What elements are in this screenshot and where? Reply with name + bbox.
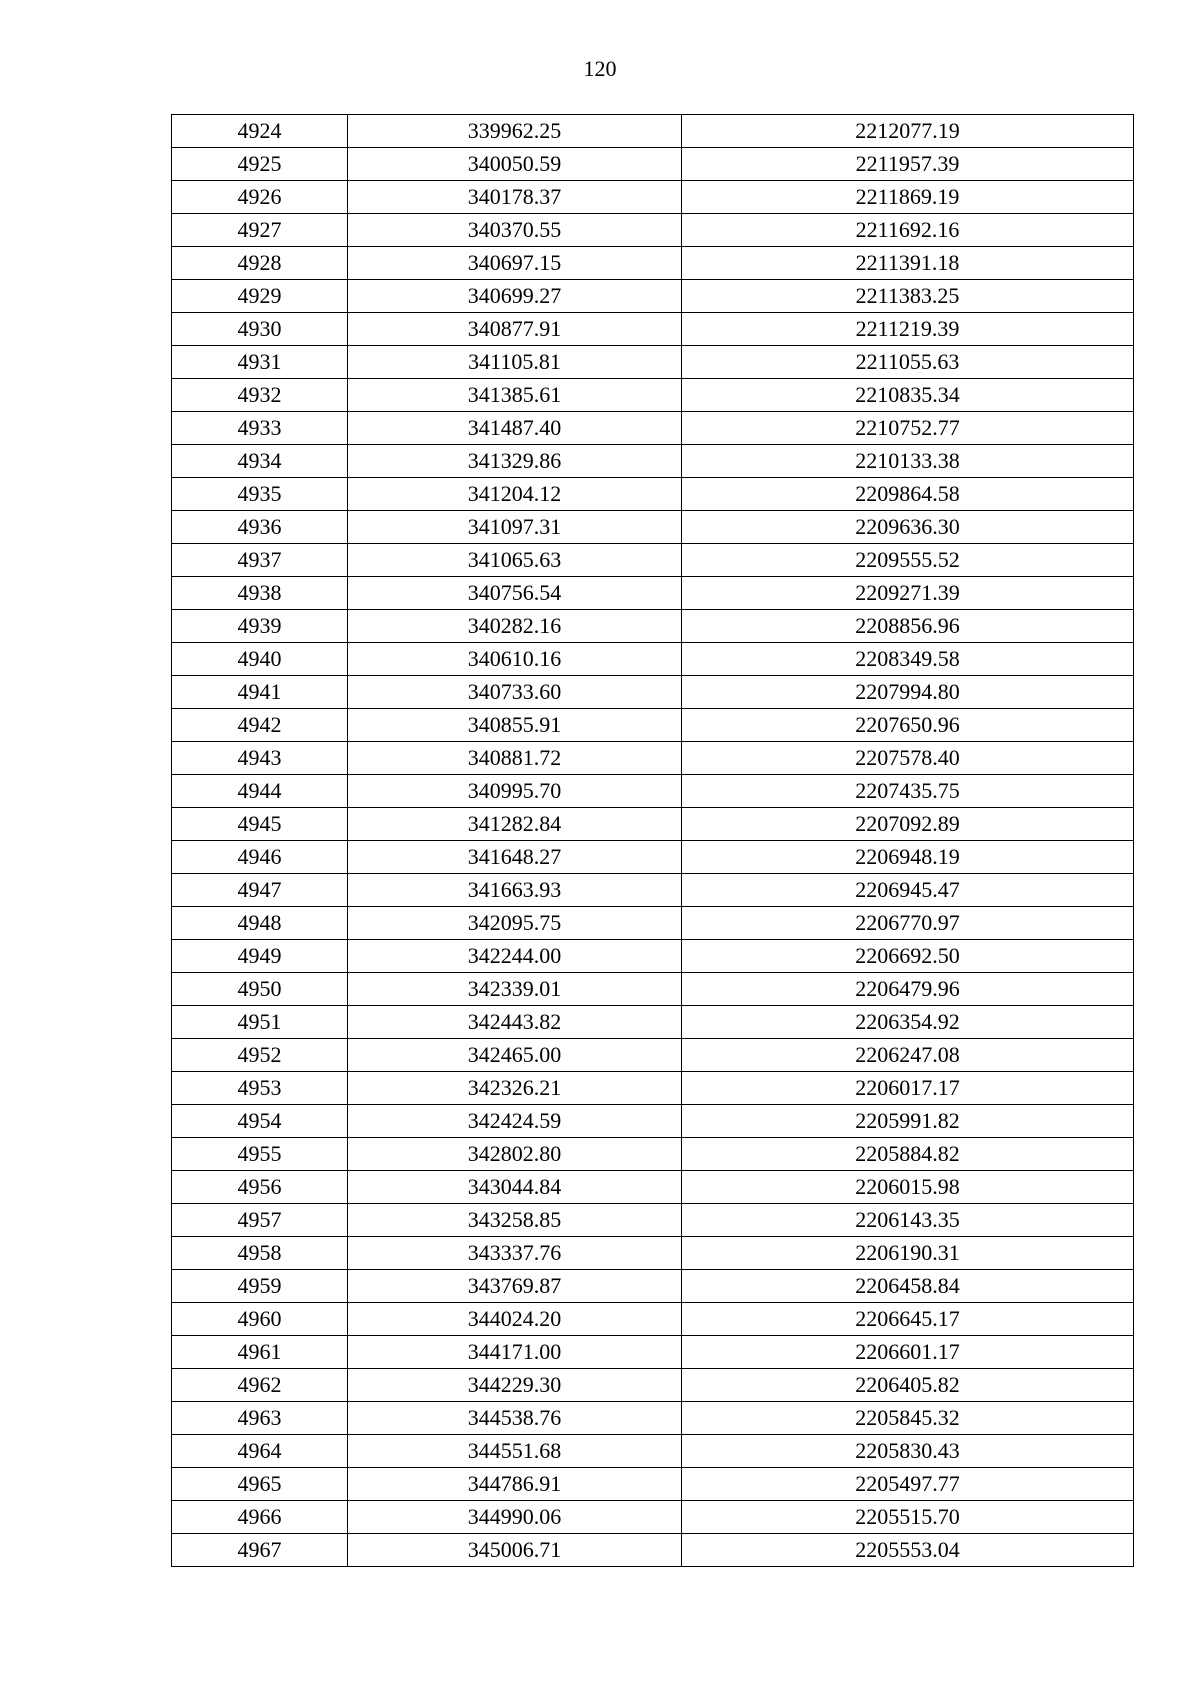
- y-coordinate-cell: 2205991.82: [682, 1105, 1134, 1138]
- x-coordinate-cell: 340178.37: [348, 181, 682, 214]
- table-row: [172, 181, 1134, 214]
- point-number-cell: 4961: [172, 1336, 348, 1369]
- table-row: [172, 775, 1134, 808]
- x-coordinate-cell: 343044.84: [348, 1171, 682, 1204]
- y-coordinate-cell: 2210835.34: [682, 379, 1134, 412]
- coordinates-table-body: [172, 115, 1134, 1567]
- table-row: [172, 709, 1134, 742]
- table-row: [172, 544, 1134, 577]
- y-coordinate-cell: 2211692.16: [682, 214, 1134, 247]
- point-number-cell: 4945: [172, 808, 348, 841]
- table-row: [172, 610, 1134, 643]
- x-coordinate-cell: 341204.12: [348, 478, 682, 511]
- table-row: [172, 1237, 1134, 1270]
- x-coordinate-cell: 342443.82: [348, 1006, 682, 1039]
- page-number: 120: [583, 56, 617, 81]
- x-coordinate-cell: 343769.87: [348, 1270, 682, 1303]
- y-coordinate-cell: 2205884.82: [682, 1138, 1134, 1171]
- y-coordinate-cell: 2211391.18: [682, 247, 1134, 280]
- y-coordinate-cell: 2206770.97: [682, 907, 1134, 940]
- point-number-cell: 4946: [172, 841, 348, 874]
- table-row: [172, 1072, 1134, 1105]
- point-number-cell: 4933: [172, 412, 348, 445]
- table-row: [172, 808, 1134, 841]
- point-number-cell: 4959: [172, 1270, 348, 1303]
- x-coordinate-cell: 342326.21: [348, 1072, 682, 1105]
- x-coordinate-cell: 342424.59: [348, 1105, 682, 1138]
- point-number-cell: 4928: [172, 247, 348, 280]
- x-coordinate-cell: 340610.16: [348, 643, 682, 676]
- x-coordinate-cell: 341648.27: [348, 841, 682, 874]
- table-row: [172, 742, 1134, 775]
- x-coordinate-cell: 340697.15: [348, 247, 682, 280]
- point-number-cell: 4926: [172, 181, 348, 214]
- x-coordinate-cell: 341487.40: [348, 412, 682, 445]
- y-coordinate-cell: 2205830.43: [682, 1435, 1134, 1468]
- table-row: [172, 247, 1134, 280]
- table-row: [172, 148, 1134, 181]
- x-coordinate-cell: 344551.68: [348, 1435, 682, 1468]
- table-row: [172, 346, 1134, 379]
- y-coordinate-cell: 2207092.89: [682, 808, 1134, 841]
- point-number-cell: 4954: [172, 1105, 348, 1138]
- table-row: [172, 1303, 1134, 1336]
- x-coordinate-cell: 344538.76: [348, 1402, 682, 1435]
- point-number-cell: 4957: [172, 1204, 348, 1237]
- point-number-cell: 4947: [172, 874, 348, 907]
- x-coordinate-cell: 341329.86: [348, 445, 682, 478]
- point-number-cell: 4948: [172, 907, 348, 940]
- point-number-cell: 4934: [172, 445, 348, 478]
- point-number-cell: 4935: [172, 478, 348, 511]
- point-number-cell: 4930: [172, 313, 348, 346]
- point-number-cell: 4963: [172, 1402, 348, 1435]
- x-coordinate-cell: 342339.01: [348, 973, 682, 1006]
- x-coordinate-cell: 341065.63: [348, 544, 682, 577]
- x-coordinate-cell: 340881.72: [348, 742, 682, 775]
- y-coordinate-cell: 2206247.08: [682, 1039, 1134, 1072]
- y-coordinate-cell: 2205497.77: [682, 1468, 1134, 1501]
- y-coordinate-cell: 2207578.40: [682, 742, 1134, 775]
- point-number-cell: 4941: [172, 676, 348, 709]
- table-row: [172, 1534, 1134, 1567]
- point-number-cell: 4932: [172, 379, 348, 412]
- x-coordinate-cell: 340756.54: [348, 577, 682, 610]
- y-coordinate-cell: 2206945.47: [682, 874, 1134, 907]
- point-number-cell: 4936: [172, 511, 348, 544]
- point-number-cell: 4943: [172, 742, 348, 775]
- table-row: [172, 313, 1134, 346]
- y-coordinate-cell: 2206948.19: [682, 841, 1134, 874]
- y-coordinate-cell: 2207650.96: [682, 709, 1134, 742]
- point-number-cell: 4960: [172, 1303, 348, 1336]
- point-number-cell: 4950: [172, 973, 348, 1006]
- y-coordinate-cell: 2205515.70: [682, 1501, 1134, 1534]
- point-number-cell: 4949: [172, 940, 348, 973]
- y-coordinate-cell: 2211055.63: [682, 346, 1134, 379]
- point-number-cell: 4944: [172, 775, 348, 808]
- table-row: [172, 115, 1134, 148]
- y-coordinate-cell: 2211219.39: [682, 313, 1134, 346]
- table-row: [172, 511, 1134, 544]
- point-number-cell: 4938: [172, 577, 348, 610]
- table-row: [172, 1171, 1134, 1204]
- y-coordinate-cell: 2206479.96: [682, 973, 1134, 1006]
- x-coordinate-cell: 341105.81: [348, 346, 682, 379]
- point-number-cell: 4953: [172, 1072, 348, 1105]
- y-coordinate-cell: 2206015.98: [682, 1171, 1134, 1204]
- y-coordinate-cell: 2209555.52: [682, 544, 1134, 577]
- table-row: [172, 1402, 1134, 1435]
- table-row: [172, 841, 1134, 874]
- point-number-cell: 4924: [172, 115, 348, 148]
- point-number-cell: 4942: [172, 709, 348, 742]
- x-coordinate-cell: 340699.27: [348, 280, 682, 313]
- y-coordinate-cell: 2209864.58: [682, 478, 1134, 511]
- table-row: [172, 973, 1134, 1006]
- point-number-cell: 4962: [172, 1369, 348, 1402]
- table-row: [172, 1270, 1134, 1303]
- y-coordinate-cell: 2205845.32: [682, 1402, 1134, 1435]
- y-coordinate-cell: 2208349.58: [682, 643, 1134, 676]
- x-coordinate-cell: 340877.91: [348, 313, 682, 346]
- x-coordinate-cell: 341385.61: [348, 379, 682, 412]
- table-row: [172, 280, 1134, 313]
- y-coordinate-cell: 2206405.82: [682, 1369, 1134, 1402]
- x-coordinate-cell: 341282.84: [348, 808, 682, 841]
- point-number-cell: 4937: [172, 544, 348, 577]
- x-coordinate-cell: 342802.80: [348, 1138, 682, 1171]
- point-number-cell: 4931: [172, 346, 348, 379]
- x-coordinate-cell: 343337.76: [348, 1237, 682, 1270]
- y-coordinate-cell: 2205553.04: [682, 1534, 1134, 1567]
- table-row: [172, 1138, 1134, 1171]
- y-coordinate-cell: 2206017.17: [682, 1072, 1134, 1105]
- point-number-cell: 4939: [172, 610, 348, 643]
- point-number-cell: 4966: [172, 1501, 348, 1534]
- table-row: [172, 676, 1134, 709]
- y-coordinate-cell: 2206458.84: [682, 1270, 1134, 1303]
- x-coordinate-cell: 340995.70: [348, 775, 682, 808]
- point-number-cell: 4967: [172, 1534, 348, 1567]
- y-coordinate-cell: 2212077.19: [682, 115, 1134, 148]
- y-coordinate-cell: 2209271.39: [682, 577, 1134, 610]
- y-coordinate-cell: 2211957.39: [682, 148, 1134, 181]
- table-row: [172, 907, 1134, 940]
- table-row: [172, 1435, 1134, 1468]
- x-coordinate-cell: 341097.31: [348, 511, 682, 544]
- point-number-cell: 4964: [172, 1435, 348, 1468]
- y-coordinate-cell: 2206354.92: [682, 1006, 1134, 1039]
- x-coordinate-cell: 341663.93: [348, 874, 682, 907]
- x-coordinate-cell: 342244.00: [348, 940, 682, 973]
- coordinates-table: [171, 114, 1134, 1567]
- x-coordinate-cell: 344024.20: [348, 1303, 682, 1336]
- table-row: [172, 1105, 1134, 1138]
- x-coordinate-cell: 340733.60: [348, 676, 682, 709]
- y-coordinate-cell: 2206601.17: [682, 1336, 1134, 1369]
- y-coordinate-cell: 2211869.19: [682, 181, 1134, 214]
- point-number-cell: 4958: [172, 1237, 348, 1270]
- point-number-cell: 4965: [172, 1468, 348, 1501]
- x-coordinate-cell: 344786.91: [348, 1468, 682, 1501]
- table-row: [172, 1468, 1134, 1501]
- x-coordinate-cell: 342465.00: [348, 1039, 682, 1072]
- y-coordinate-cell: 2210133.38: [682, 445, 1134, 478]
- x-coordinate-cell: 340855.91: [348, 709, 682, 742]
- table-row: [172, 214, 1134, 247]
- point-number-cell: 4955: [172, 1138, 348, 1171]
- x-coordinate-cell: 344990.06: [348, 1501, 682, 1534]
- y-coordinate-cell: 2206645.17: [682, 1303, 1134, 1336]
- table-row: [172, 577, 1134, 610]
- y-coordinate-cell: 2210752.77: [682, 412, 1134, 445]
- point-number-cell: 4925: [172, 148, 348, 181]
- y-coordinate-cell: 2211383.25: [682, 280, 1134, 313]
- table-row: [172, 379, 1134, 412]
- table-row: [172, 643, 1134, 676]
- x-coordinate-cell: 344171.00: [348, 1336, 682, 1369]
- point-number-cell: 4940: [172, 643, 348, 676]
- y-coordinate-cell: 2207435.75: [682, 775, 1134, 808]
- y-coordinate-cell: 2206190.31: [682, 1237, 1134, 1270]
- point-number-cell: 4951: [172, 1006, 348, 1039]
- x-coordinate-cell: 344229.30: [348, 1369, 682, 1402]
- x-coordinate-cell: 340282.16: [348, 610, 682, 643]
- x-coordinate-cell: 342095.75: [348, 907, 682, 940]
- point-number-cell: 4927: [172, 214, 348, 247]
- y-coordinate-cell: 2207994.80: [682, 676, 1134, 709]
- table-row: [172, 1336, 1134, 1369]
- y-coordinate-cell: 2206692.50: [682, 940, 1134, 973]
- table-row: [172, 478, 1134, 511]
- x-coordinate-cell: 343258.85: [348, 1204, 682, 1237]
- table-row: [172, 445, 1134, 478]
- point-number-cell: 4956: [172, 1171, 348, 1204]
- table-row: [172, 1204, 1134, 1237]
- point-number-cell: 4952: [172, 1039, 348, 1072]
- table-row: [172, 1006, 1134, 1039]
- x-coordinate-cell: 345006.71: [348, 1534, 682, 1567]
- table-row: [172, 1039, 1134, 1072]
- x-coordinate-cell: 339962.25: [348, 115, 682, 148]
- table-row: [172, 1369, 1134, 1402]
- table-row: [172, 412, 1134, 445]
- y-coordinate-cell: 2209636.30: [682, 511, 1134, 544]
- y-coordinate-cell: 2208856.96: [682, 610, 1134, 643]
- x-coordinate-cell: 340050.59: [348, 148, 682, 181]
- point-number-cell: 4929: [172, 280, 348, 313]
- table-row: [172, 1501, 1134, 1534]
- table-row: [172, 874, 1134, 907]
- x-coordinate-cell: 340370.55: [348, 214, 682, 247]
- table-row: [172, 940, 1134, 973]
- y-coordinate-cell: 2206143.35: [682, 1204, 1134, 1237]
